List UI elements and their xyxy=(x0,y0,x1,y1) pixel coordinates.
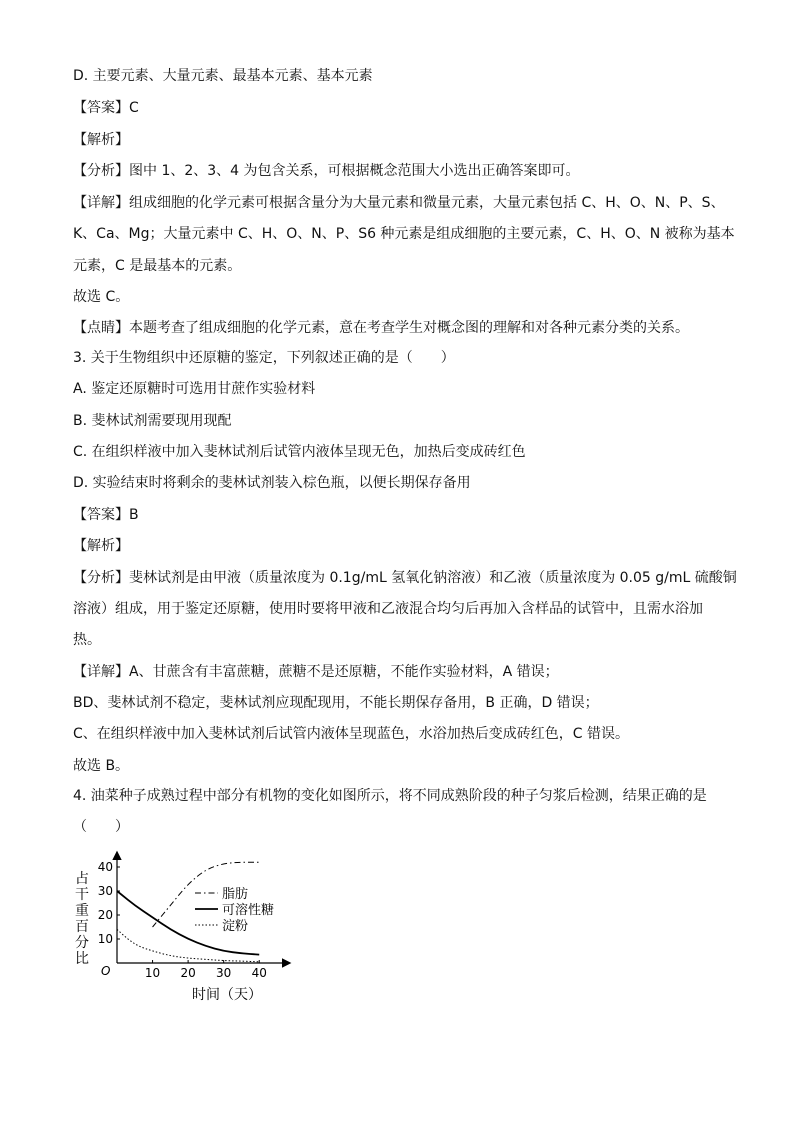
y-tick-label: 10 xyxy=(97,932,113,946)
comment-q2: 【点睛】本题考查了组成细胞的化学元素，意在考查学生对概念图的理解和对各种元素分类的关系。 xyxy=(73,320,689,336)
question-4-line1: 4. 油菜种子成熟过程中部分有机物的变化如图所示，将不同成熟阶段的种子匀浆后检测，结果正确的是 xyxy=(73,788,707,804)
question-4-line2: （ ） xyxy=(73,819,129,835)
explanation-q3-bd: BD、斐林试剂不稳定，斐林试剂应现配现用，不能长期保存备用，B 正确，D 错误； xyxy=(73,695,599,711)
option-d-q2: D. 主要元素、大量元素、最基本元素、基本元素 xyxy=(73,68,373,84)
y-axis-label-char: 百 xyxy=(75,919,89,935)
y-axis-label-char: 干 xyxy=(75,887,89,903)
y-axis-label-char: 重 xyxy=(75,903,89,919)
analysis-heading-q3: 【解析】 xyxy=(73,538,129,554)
origin-label: O xyxy=(101,964,111,978)
y-tick-label: 40 xyxy=(97,860,113,874)
organic-matter-chart xyxy=(60,843,300,1008)
option-b-q3: B. 斐林试剂需要现用现配 xyxy=(73,413,232,429)
analysis-heading-q2: 【解析】 xyxy=(73,132,129,148)
y-axis-label-char: 占 xyxy=(75,871,89,887)
x-tick-label: 20 xyxy=(180,966,196,980)
legend-label: 淀粉 xyxy=(222,919,249,934)
explanation-q2-line2: K、Ca、Mg；大量元素中 C、H、O、N、P、S6 种元素是组成细胞的主要元素，C、H、O、N 被称为基本 xyxy=(73,226,735,242)
explanation-q2-line3: 元素，C 是最基本的元素。 xyxy=(73,258,242,274)
y-axis-label-char: 分 xyxy=(75,935,89,951)
question-3: 3. 关于生物组织中还原糖的鉴定，下列叙述正确的是（ ） xyxy=(73,350,455,366)
x-tick-label: 30 xyxy=(216,966,232,980)
x-tick-label: 10 xyxy=(144,966,161,980)
answer-q2: 【答案】C xyxy=(73,100,139,116)
legend-label: 可溶性糖 xyxy=(222,903,275,918)
answer-q3: 【答案】B xyxy=(73,507,139,523)
y-tick-label: 20 xyxy=(97,908,113,922)
x-tick-label: 40 xyxy=(251,966,267,980)
choice-q2: 故选 C。 xyxy=(73,289,130,305)
explanation-q2-line1: 【详解】组成细胞的化学元素可根据含量分为大量元素和微量元素，大量元素包括 C、H、O、N、P、S、 xyxy=(73,195,725,211)
analysis-q3-line3: 热。 xyxy=(73,632,101,648)
y-tick-label: 30 xyxy=(97,884,113,898)
option-a-q3: A. 鉴定还原糖时可选用甘蔗作实验材料 xyxy=(73,381,316,397)
x-axis-label: 时间（天） xyxy=(192,987,262,1003)
analysis-q2: 【分析】图中 1、2、3、4 为包含关系，可根据概念范围大小选出正确答案即可。 xyxy=(73,163,580,179)
chart-legend xyxy=(195,886,274,934)
explanation-q3-c: C、在组织样液中加入斐林试剂后试管内液体呈现蓝色，水浴加热后变成砖红色，C 错误。 xyxy=(73,726,629,742)
legend-label: 脂肪 xyxy=(222,887,249,902)
analysis-q3-line2: 溶液）组成，用于鉴定还原糖，使用时要将甲液和乙液混合均匀后再加入含样品的试管中，且需水浴加 xyxy=(73,601,703,617)
choice-q3: 故选 B。 xyxy=(73,758,130,774)
y-axis-label-char: 比 xyxy=(75,951,89,967)
option-d-q3: D. 实验结束时将剩余的斐林试剂装入棕色瓶，以便长期保存备用 xyxy=(73,475,471,491)
option-c-q3: C. 在组织样液中加入斐林试剂后试管内液体呈现无色，加热后变成砖红色 xyxy=(73,444,526,460)
analysis-q3-line1: 【分析】斐林试剂是由甲液（质量浓度为 0.1g/mL 氢氧化钠溶液）和乙液（质量浓度为 0.05 g/mL 硫酸铜 xyxy=(73,570,737,586)
explanation-q3-a: 【详解】A、甘蔗含有丰富蔗糖，蔗糖不是还原糖，不能作实验材料，A 错误； xyxy=(73,664,559,680)
series-line-dotted xyxy=(117,929,259,961)
